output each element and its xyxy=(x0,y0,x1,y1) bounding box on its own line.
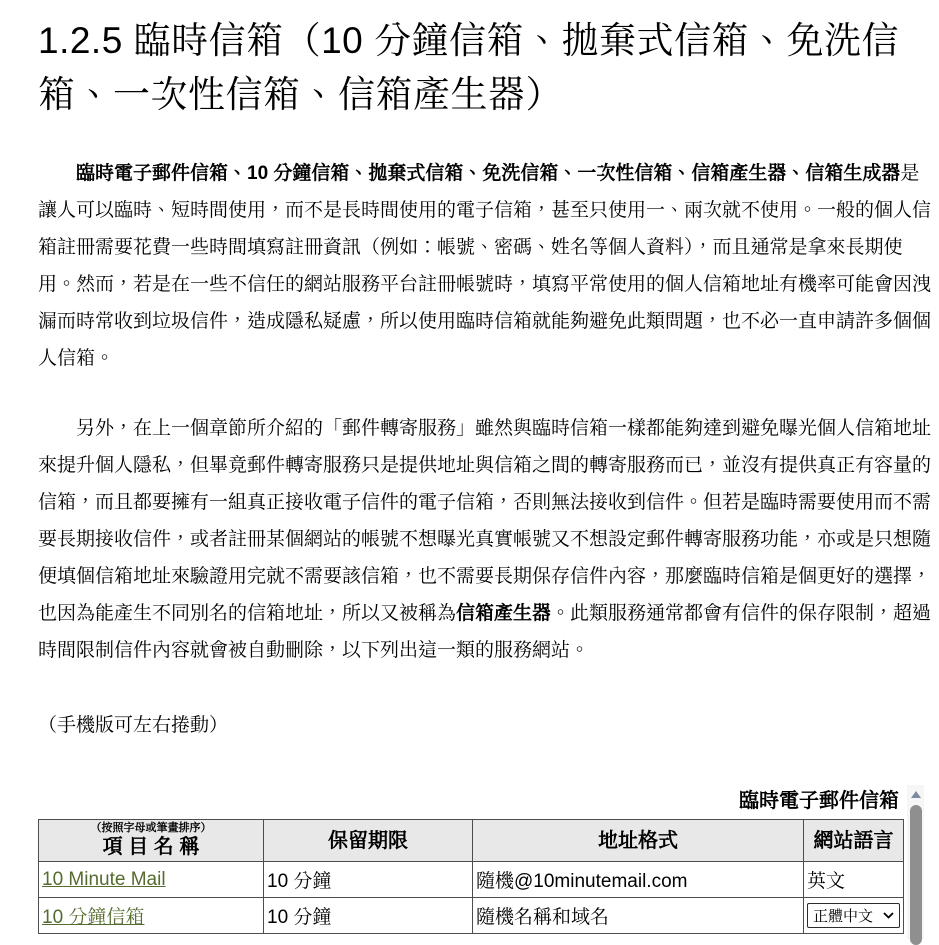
table-scrollbar[interactable] xyxy=(907,785,924,939)
temp-mail-table xyxy=(38,819,904,934)
paragraph-2-bold: 信箱產生器 xyxy=(456,603,552,624)
column-header-format: 地址格式 xyxy=(473,820,804,862)
sort-order-note: （按照字母或筆畫排序） xyxy=(90,822,212,834)
cell-site-name xyxy=(39,898,264,934)
paragraph-1-bold-lead: 臨時電子郵件信箱、10 分鐘信箱、拋棄式信箱、免洗信箱、一次性信箱、信箱產生器、信箱生成器 xyxy=(76,163,901,184)
column-header-name xyxy=(39,820,264,862)
cell-retention: 10 分鐘 xyxy=(264,862,473,898)
table-row xyxy=(39,898,904,934)
cell-retention: 10 分鐘 xyxy=(264,898,473,934)
language-select[interactable] xyxy=(807,903,900,928)
paragraph-2 xyxy=(38,410,933,669)
article-body xyxy=(38,155,933,744)
table-caption: 臨時電子郵件信箱 xyxy=(739,790,899,812)
scroll-up-arrow-icon xyxy=(911,791,921,798)
cell-address-format: 隨機名稱和域名 xyxy=(473,898,804,934)
scrollbar-up-button[interactable] xyxy=(907,785,924,803)
scrollbar-thumb[interactable] xyxy=(910,805,922,945)
cell-language-select xyxy=(804,898,904,934)
paragraph-2-text-b: 。此類服務通常都會有信件的保存限制，超過時間限制信件內容就會被自動刪除，以下列出這一類的服務網站。 xyxy=(38,603,932,661)
language-select-value: 正體中文 xyxy=(813,908,874,925)
cell-language: 英文 xyxy=(804,862,904,898)
table-embed-region xyxy=(38,789,939,934)
mobile-scroll-note: （手機版可左右捲動） xyxy=(38,715,229,736)
chevron-down-icon xyxy=(883,912,894,919)
table-header-row xyxy=(39,820,904,862)
table-row xyxy=(39,862,904,898)
site-link-10minutemail[interactable]: 10 Minute Mail xyxy=(42,868,166,890)
column-header-language: 網站語言 xyxy=(804,820,904,862)
cell-address-format: 隨機@10minutemail.com xyxy=(473,862,804,898)
column-header-name-label: 項 目 名 稱 xyxy=(102,836,200,858)
site-link-10minmail-zh[interactable]: 10 分鐘信箱 xyxy=(42,907,145,928)
paragraph-2-text-a: 另外，在上一個章節所介紹的「郵件轉寄服務」雖然與臨時信箱一樣都能夠達到避免曝光個人信箱地址來提升個人隱私，但畢竟郵件轉寄服務只是提供地址與信箱之間的轉寄服務而已，並沒有提供真正有容量的信箱，而且都要擁有一組真正接收電子信件的電子信箱，否則無法接收到信件。但若是臨時需要使用而不需要長期接收信件，或者註冊某個網站的帳號不想曝光真實帳號又不想設定郵件轉寄服務功能，亦或是只想隨便填個信箱地址來驗證用完就不需要該信箱，也不需要長期保存信件內容，那麼臨時信箱是個更好的選擇，也因為能產生不同別名的信箱地址，所以又被稱為 xyxy=(38,418,932,624)
page xyxy=(0,14,939,928)
column-header-retention: 保留期限 xyxy=(264,820,473,862)
page-title: 1.2.5 臨時信箱（10 分鐘信箱、拋棄式信箱、免洗信箱、一次性信箱、信箱產生器） xyxy=(38,20,900,115)
paragraph-1-text: 是讓人可以臨時、短時間使用，而不是長時間使用的電子信箱，甚至只使用一、兩次就不使用。一般的個人信箱註冊需要花費一些時間填寫註冊資訊（例如：帳號、密碼、姓名等個人資料），而且通常是拿來長期使用。然而，若是在一些不信任的網站服務平台註冊帳號時，填寫平常使用的個人信箱地址有機率可能會因洩漏而時常收到垃圾信件，造成隱私疑慮，所以使用臨時信箱就能夠避免此類問題，也不必一直申請許多個個人信箱。 xyxy=(38,163,932,369)
paragraph-1 xyxy=(38,155,933,377)
cell-site-name xyxy=(39,862,264,898)
